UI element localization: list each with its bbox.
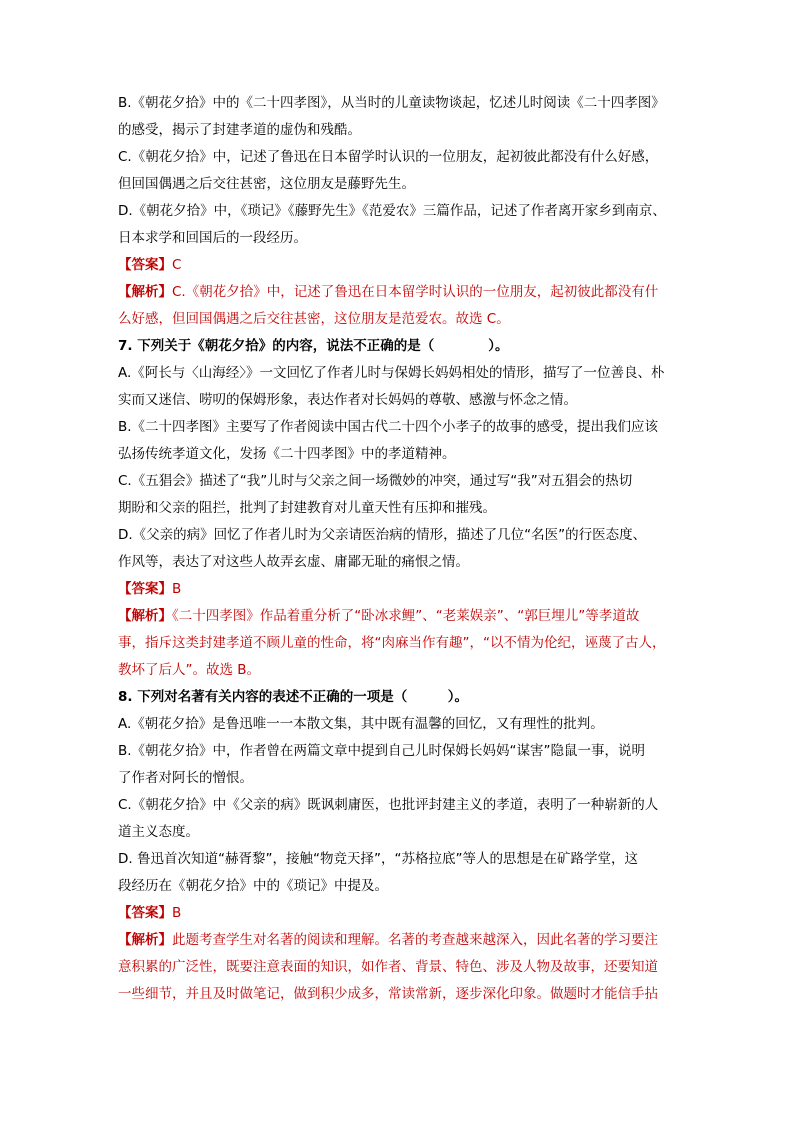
option-line: B.《二十四孝图》主要写了作者阅读中国古代二十四个小孝子的故事的感受，提出我们应该 [118,419,659,435]
q7-option-c [118,468,678,522]
analysis-tag: 【解析】 [118,608,172,624]
option-line: 作风等，表达了对这些人故弄玄虚、庸鄙无耻的痛恨之情。 [118,554,469,570]
q8-analysis [118,927,678,1008]
q7-answer [118,576,678,603]
option-line: 的感受，揭示了封建孝道的虚伪和残酷。 [118,122,361,138]
analysis-tag: 【解析】 [118,284,172,300]
q8-option-b [118,738,678,792]
q6-answer [118,252,678,279]
answer-value: B [172,581,182,597]
q6-option-d [118,198,678,252]
q7-analysis [118,603,678,684]
answer-tag: 【答案】 [118,905,172,921]
q8-stem: 8. 下列对名著有关内容的表述不正确的一项是（ ）。 [118,689,468,705]
analysis-line: 《二十四孝图》作品着重分析了“卧冰求鲤”、“老莱娱亲”、“郭巨埋儿”等孝道故 [172,608,640,624]
analysis-tag: 【解析】 [118,932,172,948]
q7-option-a [118,360,678,414]
option-line: B.《朝花夕拾》中，作者曾在两篇文章中提到自己儿时保姆长妈妈“谋害”隐鼠一事，说明 [118,743,646,759]
option-line: B.《朝花夕拾》中的《二十四孝图》，从当时的儿童读物谈起，忆述儿时阅读《二十四孝图》 [118,95,665,111]
option-line: 道主义态度。 [118,824,199,840]
answer-value: C [172,257,182,273]
analysis-line: 教坏了后人”。故选 B。 [118,662,261,678]
analysis-line: 事，指斥这类封建孝道不顾儿童的性命，将“肉麻当作有趣”，“以不情为伦纪，诬蔑了古人， [118,635,666,651]
answer-tag: 【答案】 [118,257,172,273]
option-line: D.《父亲的病》回忆了作者儿时为父亲请医治病的情形，描述了几位“名医”的行医态度、 [118,527,647,543]
analysis-line: 么好感，但回国偶遇之后交往甚密，这位朋友是范爱农。故选 C。 [118,311,510,327]
analysis-line: 此题考查学生对名著的阅读和理解。名著的考查越来越深入，因此名著的学习要注 [172,932,658,948]
q8-answer [118,900,678,927]
option-line: 了作者对阿长的憎恨。 [118,770,253,786]
analysis-line: 意积累的广泛性，既要注意表面的知识，如作者、背景、特色、涉及人物及故事，还要知道 [118,959,658,975]
document-page [118,90,678,1008]
option-line: A.《朝花夕拾》是鲁迅唯一一本散文集，其中既有温馨的回忆，又有理性的批判。 [118,716,604,732]
option-line: 实而又迷信、唠叨的保姆形象，表达作者对长妈妈的尊敬、感激与怀念之情。 [118,392,577,408]
q8-option-d [118,846,678,900]
q8-option-c [118,792,678,846]
option-line: 日本求学和回国后的一段经历。 [118,230,307,246]
option-line: 弘扬传统孝道文化，发扬《二十四孝图》中的孝道精神。 [118,446,456,462]
analysis-line: 一些细节，并且及时做笔记，做到积少成多，常读常新，逐步深化印象。做题时才能信手拈 [118,986,658,1002]
q7-stem: 7. 下列关于《朝花夕拾》的内容，说法不正确的是（ ）。 [118,338,509,354]
analysis-line: C.《朝花夕拾》中，记述了鲁迅在日本留学时认识的一位朋友，起初彼此都没有什 [172,284,659,300]
option-line: A.《阿长与〈山海经〉》一文回忆了作者儿时与保姆长妈妈相处的情形，描写了一位善良、朴 [118,365,665,381]
option-line: C.《朝花夕拾》中，记述了鲁迅在日本留学时认识的一位朋友，起初彼此都没有什么好感， [118,149,659,165]
q6-analysis [118,279,678,333]
q6-option-c [118,144,678,198]
option-line: 期盼和父亲的阻拦，批判了封建教育对儿童天性有压抑和摧残。 [118,500,496,516]
answer-value: B [172,905,182,921]
answer-tag: 【答案】 [118,581,172,597]
q7-option-d [118,522,678,576]
q8-option-a [118,711,678,738]
option-line: 但回国偶遇之后交往甚密，这位朋友是藤野先生。 [118,176,415,192]
option-line: 段经历在《朝花夕拾》中的《琐记》中提及。 [118,878,388,894]
q6-option-b [118,90,678,144]
option-line: C.《朝花夕拾》中《父亲的病》既讽刺庸医，也批评封建主义的孝道，表明了一种崭新的人 [118,797,659,813]
option-line: D. 鲁迅首次知道“赫胥黎”，接触“物竞天择”，“苏格拉底”等人的思想是在矿路学堂，这 [118,851,638,867]
q7-option-b [118,414,678,468]
option-line: D.《朝花夕拾》中，《琐记》《藤野先生》《范爱农》三篇作品，记述了作者离开家乡到南京、 [118,203,666,219]
option-line: C.《五猖会》描述了“我”儿时与父亲之间一场微妙的冲突，通过写“我”对五猖会的热切 [118,473,633,489]
